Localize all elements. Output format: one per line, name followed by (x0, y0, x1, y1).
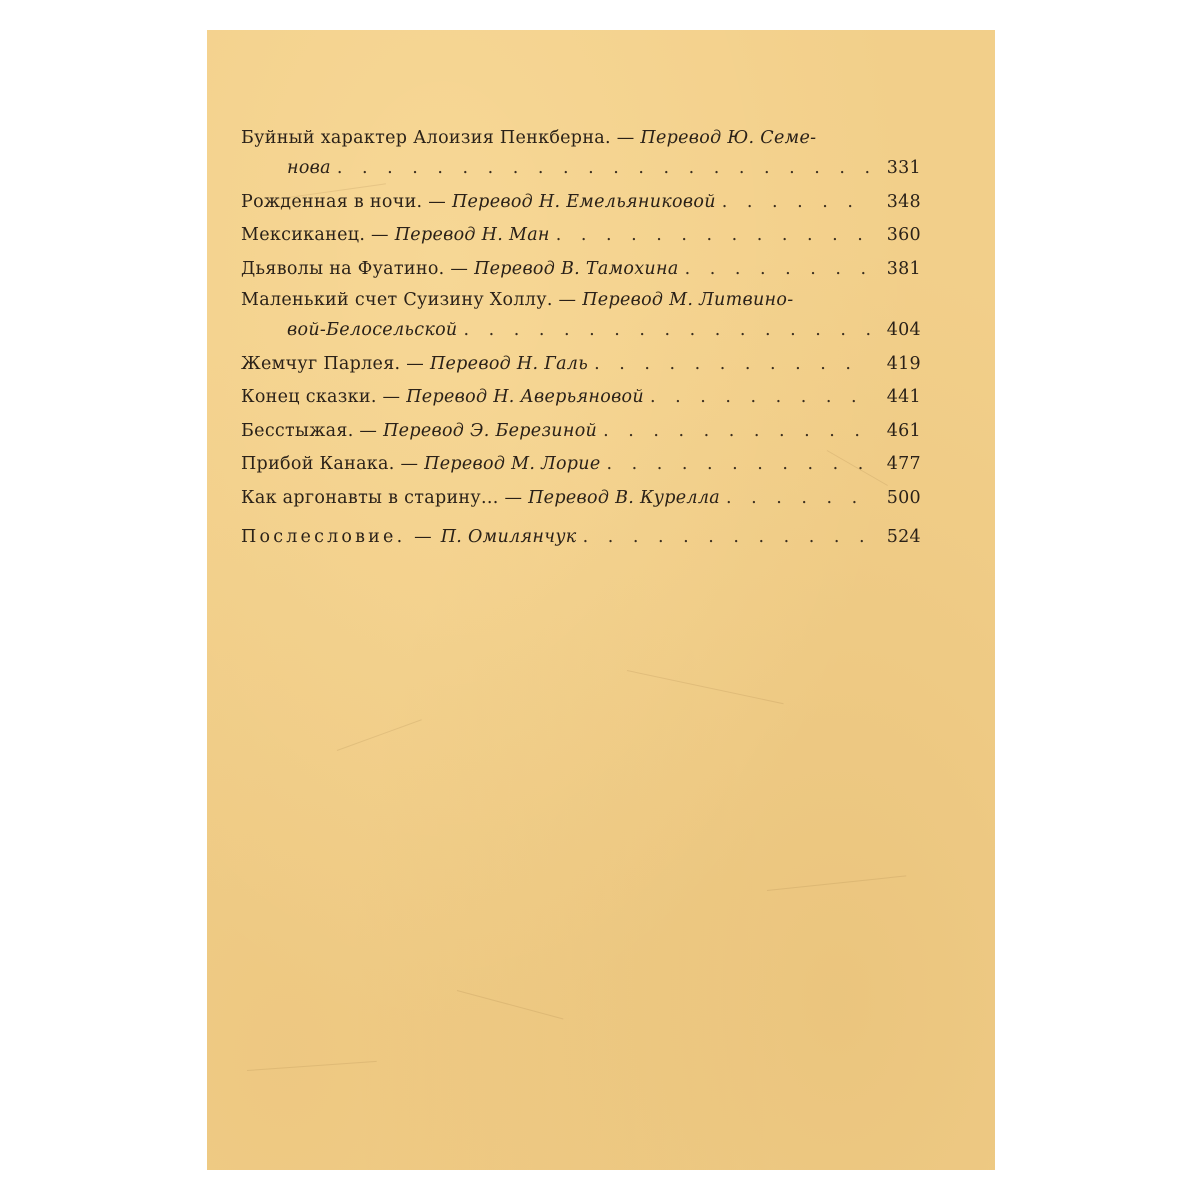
toc-entry-title: Дьяволы на Фуатино. — (241, 258, 469, 279)
toc-page-number: 404 (886, 320, 921, 340)
toc-entry-translator: Перевод В. Тамохина (474, 258, 679, 279)
toc-entry-translator: Перевод Н. Галь (429, 353, 589, 374)
toc-entry (241, 124, 921, 186)
toc-entry-title: Буйный характер Алоизия Пенкберна. — (241, 128, 635, 148)
toc-page-number: 348 (886, 191, 921, 212)
toc-page-number: 381 (886, 258, 921, 279)
dot-leader (726, 482, 871, 516)
toc-entry-title: Послесловие. — (241, 527, 435, 547)
toc-entry-translator-continuation: нова (287, 158, 331, 178)
toc-entry-translator: Перевод Н. Емельяниковой (451, 191, 716, 212)
toc-entry-translator: Перевод Н. Ман (394, 225, 550, 245)
toc-entry-title: Бесстыжая. — (241, 420, 378, 441)
toc-entry-title: Мексиканец. — (241, 225, 389, 245)
toc-entry-afterword (241, 521, 921, 555)
toc-entry (241, 415, 921, 449)
toc-entry (241, 286, 921, 348)
toc-page-number: 419 (886, 353, 921, 374)
toc-entry-title: Жемчуг Парлея. — (241, 353, 425, 374)
toc-entry (241, 448, 921, 482)
toc-entry-title: Рожденная в ночи. — (241, 191, 447, 212)
dot-leader (594, 348, 871, 382)
dot-leader (556, 219, 871, 253)
toc-entry (241, 381, 921, 415)
table-of-contents (241, 124, 921, 555)
dot-leader (722, 186, 871, 220)
dot-leader (607, 448, 871, 482)
toc-entry-title: Конец сказки. — (241, 387, 401, 407)
toc-entry-translator: Перевод М. Лорие (424, 454, 601, 474)
dot-leader (603, 415, 871, 449)
dot-leader (685, 253, 871, 287)
paper-scratch (627, 670, 784, 704)
toc-entry-translator: Перевод В. Курелла (528, 487, 721, 508)
toc-page-number: 524 (886, 527, 921, 547)
dot-leader (337, 152, 871, 186)
toc-page-number: 441 (886, 387, 921, 407)
toc-entry-title: Маленький счет Суизину Холлу. — (241, 290, 577, 310)
paper-scratch (247, 1061, 377, 1071)
toc-entry (241, 253, 921, 287)
toc-entry-translator: Перевод Н. Аверьяновой (406, 387, 644, 407)
toc-entry (241, 482, 921, 516)
paper-scratch (767, 875, 906, 891)
dot-leader (583, 521, 871, 555)
toc-entry (241, 219, 921, 253)
toc-entry-title: Как аргонавты в старину... — (241, 487, 523, 508)
toc-entry-translator: Перевод Э. Березиной (383, 420, 598, 441)
toc-page-number: 331 (886, 158, 921, 178)
toc-page-number: 477 (886, 454, 921, 474)
toc-entry-translator: Перевод Ю. Семе- (640, 128, 817, 148)
toc-entry-translator: Перевод М. Литвино- (582, 290, 794, 310)
toc-entry (241, 348, 921, 382)
toc-page-number: 461 (886, 420, 921, 441)
paper-scratch (337, 719, 422, 751)
toc-entry-title: Прибой Канака. — (241, 454, 419, 474)
dot-leader (650, 381, 871, 415)
toc-entry-author: П. Омилянчук (440, 527, 577, 547)
paper-scratch (457, 990, 564, 1019)
book-page (207, 30, 995, 1170)
toc-page-number: 360 (886, 225, 921, 245)
toc-page-number: 500 (886, 487, 921, 508)
toc-entry (241, 186, 921, 220)
toc-entry-translator-continuation: вой-Белосельской (287, 320, 458, 340)
dot-leader (464, 314, 872, 348)
